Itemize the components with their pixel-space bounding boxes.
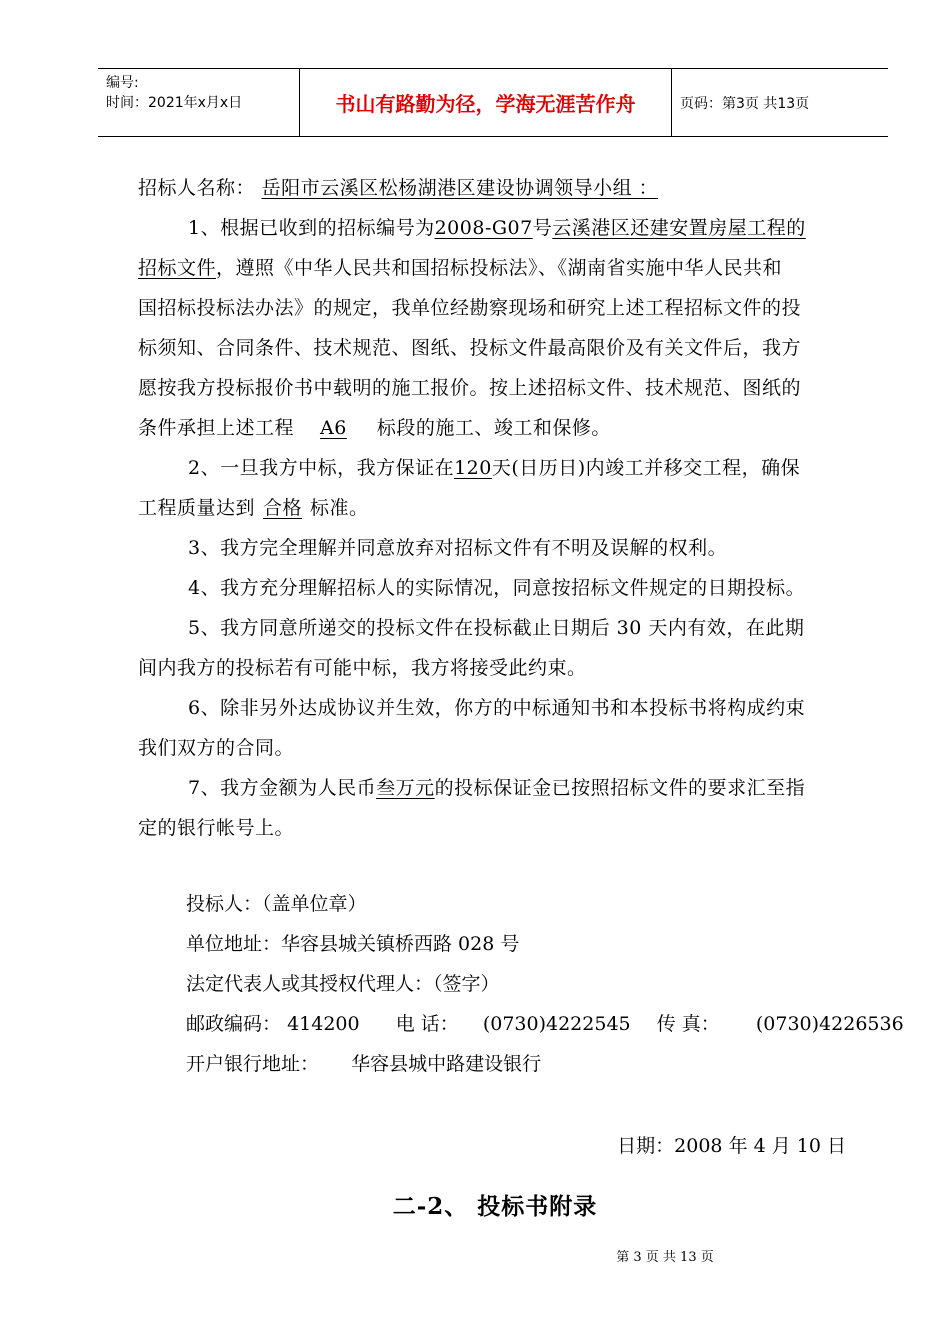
representative-line: 法定代表人或其授权代理人：（签字） — [186, 973, 500, 995]
paragraph-2-line-2 — [138, 488, 850, 528]
recipient-label: 招标人名称： — [138, 177, 256, 199]
phone-label: 电 话： — [395, 1013, 459, 1035]
section-title: 二-2、 投标书附录 — [392, 1193, 598, 1220]
paragraph-3: 3、我方完全理解并同意放弃对招标文件有不明及误解的权利。 — [188, 537, 728, 559]
postcode-value: 414200 — [287, 1013, 360, 1035]
project-name: 云溪港区还建安置房屋工程的 — [552, 217, 806, 239]
paragraph-1-line-3: 国招标投标法办法》的规定，我单位经勘察现场和研究上述工程招标文件的投 — [138, 297, 802, 319]
header-number: 编号: — [106, 75, 139, 91]
section-number: A6 — [320, 417, 347, 439]
bid-code: 2008-G07 — [434, 217, 533, 239]
bidder-line: 投标人：（盖单位章） — [186, 893, 367, 915]
date-line: 日期：2008 年 4 月 10 日 — [617, 1135, 846, 1157]
text-span: 标准。 — [310, 497, 369, 519]
letter-body — [138, 168, 850, 848]
paragraph-7-line-1 — [138, 768, 850, 808]
text-span: ，遵照《中华人民共和国招标投标法》、《湖南省实施中华人民共和 — [216, 257, 783, 279]
bank-line — [186, 1044, 904, 1084]
phone-value: (0730)4222545 — [482, 1013, 631, 1035]
paragraph-1-line-2 — [138, 248, 850, 288]
recipient-name: 岳阳市云溪区松杨湖港区建设协调领导小组 ： — [261, 177, 659, 199]
paragraph-6-line-1: 6、除非另外达成协议并生效，你方的中标通知书和本投标书将构成约束 — [188, 697, 806, 719]
paragraph-1-line-4: 标须知、合同条件、技术规范、图纸、投标文件最高限价及有关文件后，我方 — [138, 337, 802, 359]
page-footer: 第 3 页 共 13 页 — [616, 1250, 714, 1265]
bank-value: 华容县城中路建设银行 — [351, 1053, 542, 1075]
header-time: 时间：2021年x月x日 — [106, 95, 243, 111]
header-page-info: 页码：第3页 共13页 — [680, 95, 810, 112]
postcode-label: 邮政编码： — [186, 1013, 282, 1035]
paragraph-5-line-1: 5、我方同意所递交的投标文件在投标截止日期后 30 天内有效，在此期 — [188, 617, 805, 639]
paragraph-1-line-6 — [138, 408, 850, 448]
address-line: 单位地址：华容县城关镇桥西路 028 号 — [186, 933, 520, 955]
days-value: 120 — [454, 457, 492, 479]
text-span: 的投标保证金已按照招标文件的要求汇至指 — [434, 777, 806, 799]
recipient-line — [138, 168, 850, 208]
bank-label: 开户银行地址： — [186, 1053, 320, 1075]
fax-value: (0730)4226536 — [755, 1013, 904, 1035]
text-span: 2、一旦我方中标，我方保证在 — [188, 457, 455, 479]
header-motto: 书山有路勤为径，学海无涯苦作舟 — [300, 69, 672, 136]
text-span: 工程质量达到 — [138, 497, 256, 519]
paragraph-7-line-2: 定的银行帐号上。 — [138, 817, 295, 839]
paragraph-1-line-5: 愿按我方投标报价书中载明的施工报价。按上述招标文件、技术规范、图纸的 — [138, 377, 802, 399]
text-span: 标段的施工、竣工和保修。 — [376, 417, 611, 439]
page-header — [98, 68, 888, 137]
paragraph-4: 4、我方充分理解招标人的实际情况，同意按招标文件规定的日期投标。 — [188, 577, 806, 599]
quality-value: 合格 — [263, 497, 303, 519]
paragraph-1-line-1 — [138, 208, 850, 248]
amount-value: 叁万元 — [376, 777, 435, 799]
text-span: 天(日历日)内竣工并移交工程，确保 — [491, 457, 801, 479]
paragraph-2-line-1 — [138, 448, 850, 488]
fax-label: 传 真： — [656, 1013, 720, 1035]
text-span: 号 — [532, 217, 553, 239]
project-name-cont: 招标文件 — [138, 257, 217, 279]
signature-block — [186, 884, 904, 1084]
contact-line — [186, 1004, 904, 1044]
header-meta — [98, 69, 300, 136]
paragraph-6-line-2: 我们双方的合同。 — [138, 737, 295, 759]
text-span: 1、根据已收到的招标编号为 — [188, 217, 435, 239]
text-span: 7、我方金额为人民币 — [188, 777, 377, 799]
paragraph-5-line-2: 间内我方的投标若有可能中标，我方将接受此约束。 — [138, 657, 587, 679]
text-span: 条件承担上述工程 — [138, 417, 295, 439]
